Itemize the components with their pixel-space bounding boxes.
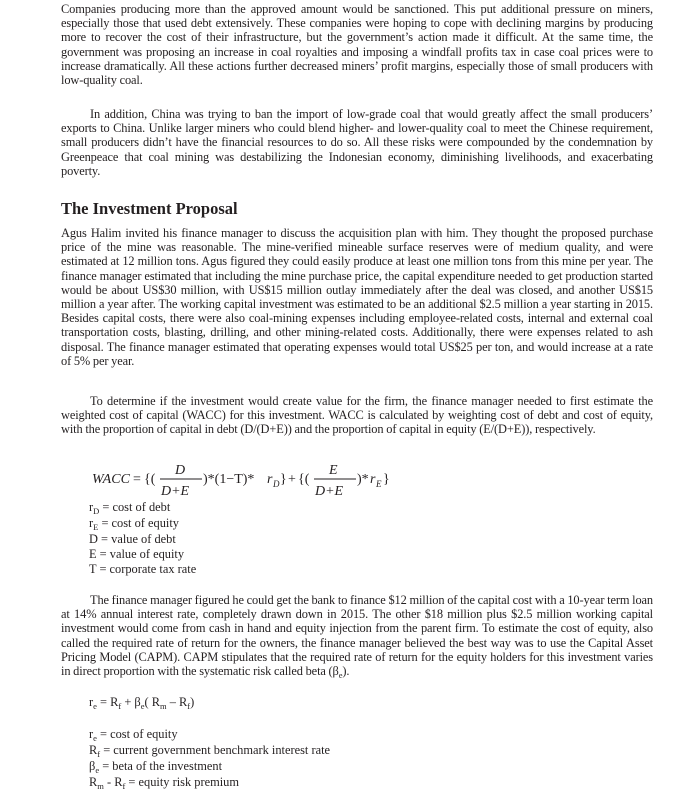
def-beta: $\beta_e$ = beta of the investment [89,759,223,775]
wacc-close1: } [280,472,287,487]
wacc-sub-d: D [273,479,280,489]
wacc-mid2: )* [357,472,369,487]
wacc-open2: {( [298,472,310,487]
wacc-plus: + [288,472,296,487]
def-value-of-debt: D = value of debt [89,532,176,546]
wacc-r-d: r [267,472,273,487]
wacc-sub-e: E [376,479,382,489]
wacc-close2: } [383,472,390,487]
wacc-equals: = [133,472,141,487]
wacc-formula [61,458,461,500]
def-re: $r_e = \cos t$ of equity [89,727,178,743]
wacc-den-1: D+E [161,484,190,499]
paragraph-investment-proposal: Agus Halim invited his finance manager to discuss the acquisition plan with him. They thought the proposed purchase price of the mine was reasonable. The mine-verified mineable surface reserves were of medium quality, and were estimated at 12 million tons. Agus figured they could easily produce at least one million tons from this mine per year. The finance manager estimated that including the mine purchase price, the capital expenditure needed to get production started would be about US$30 million, with US$15 million outlay immediately after the deal was closed, and another US$15 million a year after. The working capital investment was estimated to be an additional $2.5 million a year starting in 2015. Besides capital costs, there were also coal-mining expenses including employee-related costs, internal and external coal transportation costs, blasting, drilling, and other mining-related costs. Additionally, there were expenses related to ash disposal. The finance manager estimated that operating expenses would total US$25 per ton, and would increase at a rate of 5% per year. [61,226,653,368]
wacc-lhs: WACC [92,472,130,487]
wacc-num-e: E [329,463,338,478]
wacc-den-2: D+E [315,484,344,499]
def-rf: $R_f$ = current government benchmark interest rate [89,743,331,759]
wacc-formula-svg [89,458,389,500]
wacc-definitions [89,500,196,577]
wacc-mid1: )*(1−T)* [203,472,255,487]
wacc-r-e: r [370,472,376,487]
wacc-open1: {( [144,472,156,487]
paragraph-financing: The finance manager figured he could get the bank to finance $12 million of the capital cost with a 10-year term loan at 14% annual interest rate, completely drawn down in 2015. The other $18 million plus $2.5 million working capital investment would come from cash in hand and equity injection from the parent firm. To estimate the cost of equity, also called the required rate of return for the owners, the finance manager believed the best way was to use the Capital Asset Pricing Model (CAPM). CAPM stipulates that the required rate of return for the equity holders for this investment varies in direct proportion with the systematic risk called beta $(\beta_e)$. [61,593,653,681]
section-heading: The Investment Proposal [61,199,238,218]
def-value-of-equity: E = value of equity [89,547,185,561]
capm-formula: $r_e = R_f + \beta_e$( $R_m - R_f$) [89,695,195,711]
paragraph-wacc-intro: To determine if the investment would create value for the firm, the finance manager needed to first estimate the weighted cost of capital (WACC) for this investment. WACC is calculated by weighting cost of debt and cost of equity, with the proportion of capital in debt (D/(D+E)) and the proportion of capital in equity (E/(D+E)), respectively. [61,394,653,437]
def-tax-rate: T = corporate tax rate [89,562,197,576]
paragraph-china-ban: In addition, China was trying to ban the import of low-grade coal that would greatly affect the small producers’ exports to China. Unlike larger miners who could blend higher- and lower-quality coal to meet the Chinese requirement, small producers didn’t have the financial resources to do so. All these risks were compounded by the condemnation by Greenpeace that coal mining was destabilizing the Indonesian economy, diminishing livelihoods, and exacerbating poverty. [61,107,653,178]
wacc-num-d: D [175,463,186,478]
def-risk-premium: $R_m - R_f$ = equity risk premium [89,775,239,791]
def-cost-of-equity: $r_E = \cos t$ of equity [89,516,179,532]
def-cost-of-debt: $r_D = \cos t$ of debt [89,500,171,516]
paragraph-sanctions: Companies producing more than the approved amount would be sanctioned. This put additional pressure on miners, especially those that used debt extensively. These companies were hoping to cope with declining margins by producing more to recover the cost of their infrastructure, but the government’s action made it difficult. At the same time, the government was proposing an increase in coal royalties and imposing a windfall profits tax in case coal prices were to increase dramatically. All these actions further decreased miners’ profit margins, especially those of small producers with low-quality coal. [61,2,653,88]
capm-definitions [89,727,330,791]
